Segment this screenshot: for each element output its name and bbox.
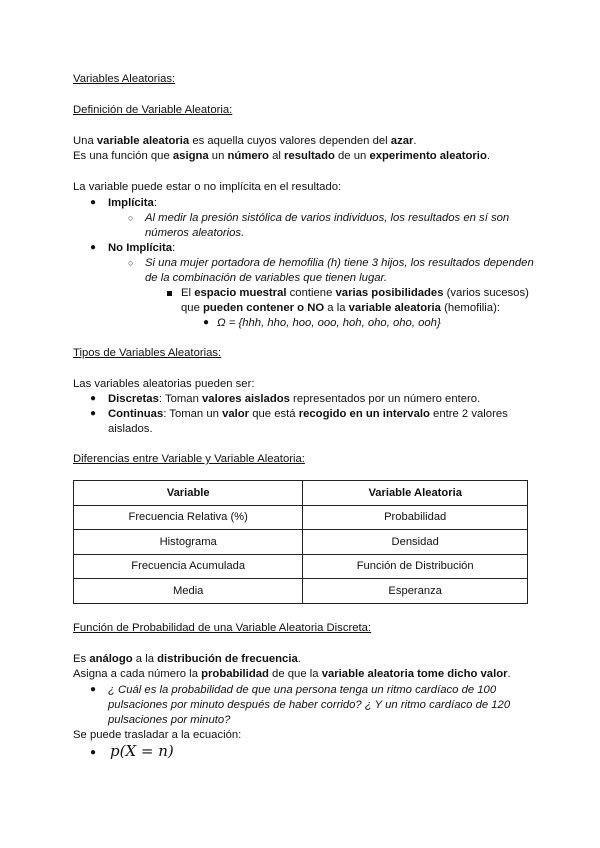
table-header-cell: Variable <box>74 481 303 506</box>
table-row <box>74 579 528 604</box>
table-row <box>74 505 528 530</box>
bullet-icon: ● <box>90 393 97 404</box>
espacio-muestral-line-2: que pueden contener o NO a la variable aleatoria (hemofilia): <box>181 302 500 314</box>
table-cell: Histograma <box>74 530 303 555</box>
table-cell: Función de Distribución <box>303 554 528 579</box>
bullet-icon: ● <box>90 242 97 253</box>
circle-bullet-icon: ○ <box>128 258 134 268</box>
espacio-muestral-line-1: El espacio muestral contiene varias posibilidades (varios sucesos) <box>181 287 529 299</box>
bullet-icon: ● <box>90 684 97 695</box>
omega-set: Ω = {hhh, hho, hoo, ooo, hoh, oho, oho, ooh} <box>217 317 441 329</box>
bullet-icon: ● <box>203 317 210 328</box>
question-line-2: pulsaciones por minuto después de haber corrido? ¿ Y un ritmo cardíaco de 120 <box>108 699 511 711</box>
question-line-1: ¿ Cuál es la probabilidad de que una persona tenga un ritmo cardíaco de 100 <box>108 684 497 696</box>
tipos-intro: Las variables aleatorias pueden ser: <box>73 378 255 390</box>
no-implicita-example-line-2: de la combinación de variables que tienen lugar. <box>145 272 387 284</box>
tipos-heading: Tipos de Variables Aleatorias: <box>73 347 222 359</box>
definition-heading: Definición de Variable Aleatoria: <box>73 104 233 116</box>
table-cell: Esperanza <box>303 579 528 604</box>
table-cell: Frecuencia Relativa (%) <box>74 505 303 530</box>
bullet-icon: ● <box>90 197 97 208</box>
page-title: Variables Aleatorias: <box>73 73 176 85</box>
no-implicita-example-line-1: Si una mujer portadora de hemofilia (h) tiene 3 hijos, los resultados dependen <box>145 257 534 269</box>
table-row <box>74 554 528 579</box>
implicit-intro: La variable puede estar o no implícita en el resultado: <box>73 181 342 193</box>
funcion-line-2: Asigna a cada número la probabilidad de que la variable aleatoria tome dicho valor. <box>73 668 511 680</box>
table-cell: Densidad <box>303 530 528 555</box>
bullet-icon: ● <box>90 747 97 758</box>
funcion-line-1: Es análogo a la distribución de frecuencia. <box>73 653 301 665</box>
bullet-icon: ● <box>90 408 97 419</box>
implicita-example-line-2: números aleatorios. <box>145 227 245 239</box>
definition-line-2: Es una función que asigna un número al resultado de un experimento aleatorio. <box>73 150 490 162</box>
definition-line-1: Una variable aleatoria es aquella cuyos valores dependen del azar. <box>73 135 417 147</box>
comparison-table <box>73 480 528 604</box>
no-implicita-item: No Implícita: <box>108 242 176 254</box>
discretas-item: Discretas: Toman valores aislados representados por un número entero. <box>108 393 481 405</box>
square-bullet-icon <box>167 291 172 296</box>
table-cell: Media <box>74 579 303 604</box>
circle-bullet-icon: ○ <box>128 213 134 223</box>
table-header-row <box>74 481 528 506</box>
table-row <box>74 530 528 555</box>
diferencias-heading: Diferencias entre Variable y Variable Aleatoria: <box>73 453 305 465</box>
equation: p(X = n) <box>110 742 174 760</box>
funcion-heading: Función de Probabilidad de una Variable Aleatoria Discreta: <box>73 622 372 634</box>
trasladar-line: Se puede trasladar a la ecuación: <box>73 729 242 741</box>
implicita-item: Implícita: <box>108 197 157 209</box>
continuas-item-line-2: aislados. <box>108 423 153 435</box>
implicita-example-line-1: Al medir la presión sistólica de varios individuos, los resultados en sí son <box>145 212 510 224</box>
table-cell: Frecuencia Acumulada <box>74 554 303 579</box>
continuas-item: Continuas: Toman un valor que está recogido en un intervalo entre 2 valores <box>108 408 508 420</box>
table-cell: Probabilidad <box>303 505 528 530</box>
table-header-cell: Variable Aleatoria <box>303 481 528 506</box>
question-line-3: pulsaciones por minuto? <box>108 714 231 726</box>
